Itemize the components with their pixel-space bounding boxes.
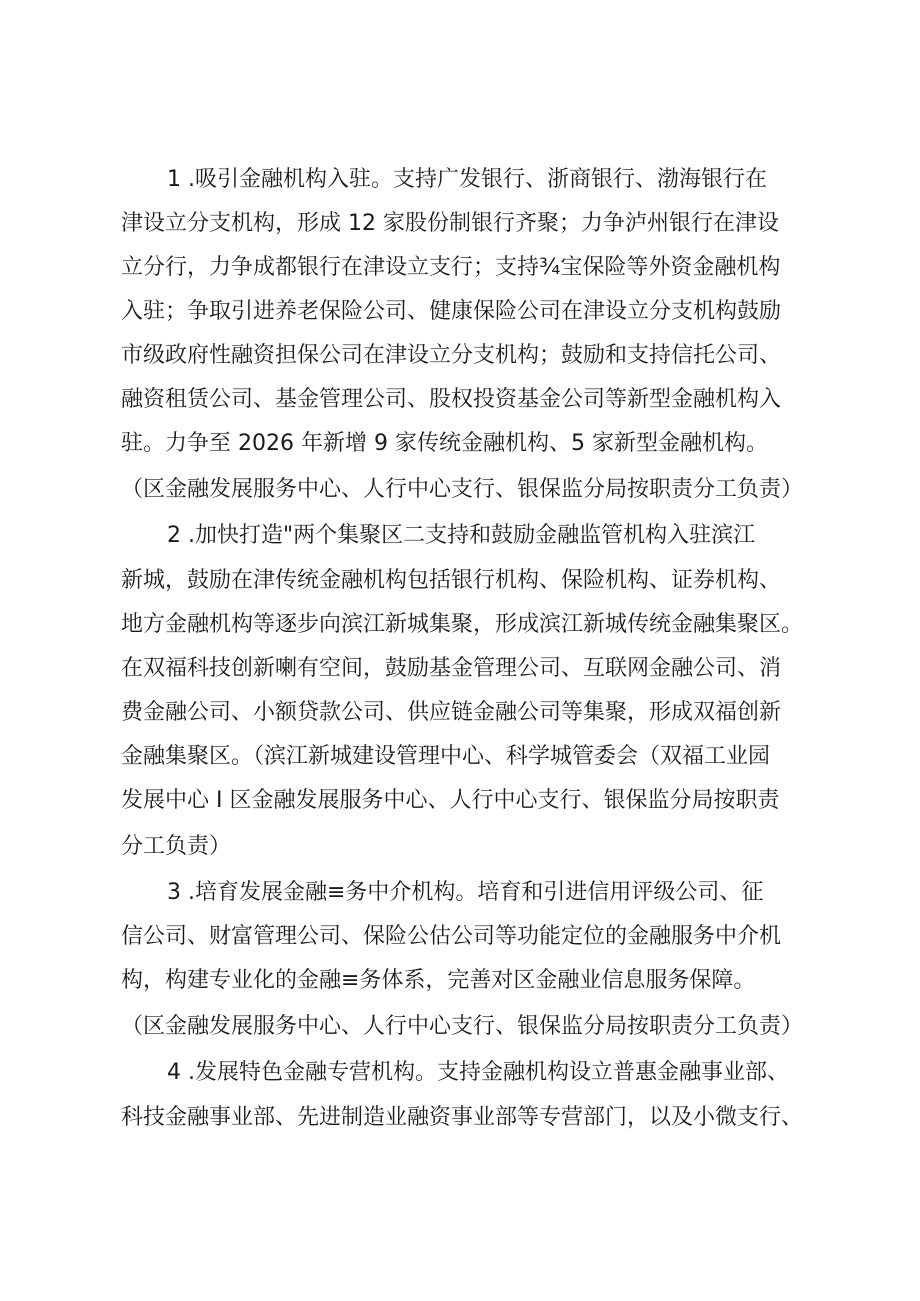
paragraph-3-heading-line: 3 .培育发展金融≡务中介机构。培育和引进信用评级公司、征 — [167, 880, 764, 905]
paragraph-1-responsibility-line: （区金融发展服务中心、人行中心支行、银保监分局按职责分工负责） — [121, 477, 804, 502]
paragraph-2-line: 在双福科技创新喇有空间，鼓励基金管理公司、互联网金融公司、消 — [121, 656, 782, 681]
paragraph-3-line: 构，构建专业化的金融≡务体系，完善对区金融业信息服务保障。 — [121, 968, 756, 993]
paragraph-2-line: 费金融公司、小额贷款公司、供应链金融公司等集聚，形成双福创新 — [121, 700, 782, 725]
paragraph-1-line: 入驻；争取引进养老保险公司、健康保险公司在津设立分支机构鼓励 — [121, 299, 782, 324]
paragraph-2-line: 新城，鼓励在津传统金融机构包括银行机构、保险机构、证券机构、 — [121, 568, 782, 593]
paragraph-1-line: 津设立分支机构，形成 12 家股份制银行齐聚；力争泸州银行在津设 — [121, 211, 779, 236]
paragraph-2-line: 金融集聚区。（滨江新城建设管理中心、科学城管委会（双福工业园 — [121, 744, 771, 769]
paragraph-4-line: 科技金融事业部、先进制造业融资事业部等专营部门，以及小微支行、 — [121, 1105, 804, 1130]
paragraph-2-line: 发展中心 I 区金融发展服务中心、人行中心支行、银保监分局按职责 — [121, 788, 780, 813]
paragraph-3-line: 信公司、财富管理公司、保险公估公司等功能定位的金融服务中介机 — [121, 924, 782, 949]
paragraph-1-line: 驻。力争至 2026 年新增 9 家传统金融机构、5 家新型金融机构。 — [121, 431, 768, 456]
paragraph-3-responsibility-line: （区金融发展服务中心、人行中心支行、银保监分局按职责分工负责） — [121, 1014, 804, 1039]
paragraph-1-line: 市级政府性融资担保公司在津设立分支机构；鼓励和支持信托公司、 — [121, 343, 782, 368]
paragraph-2-line: 地方金融机构等逐步向滨江新城集聚，形成滨江新城传统金融集聚区。 — [121, 612, 804, 637]
paragraph-2-heading-line: 2 .加快打造"两个集聚区二支持和鼓励金融监管机构入驻滨江 — [167, 523, 756, 548]
paragraph-4-heading-line: 4 .发展特色金融专营机构。支持金融机构设立普惠金融事业部、 — [167, 1060, 789, 1085]
paragraph-1-line: 立分行，力争成都银行在津设立支行；支持¾宝保险等外资金融机构 — [121, 255, 781, 280]
paragraph-1-heading-line: 1 .吸引金融机构入驻。支持广发银行、浙商银行、渤海银行在 — [167, 167, 767, 192]
paragraph-2-line: 分工负责） — [121, 834, 232, 859]
paragraph-1-line: 融资租赁公司、基金管理公司、股权投资基金公司等新型金融机构入 — [121, 387, 782, 412]
